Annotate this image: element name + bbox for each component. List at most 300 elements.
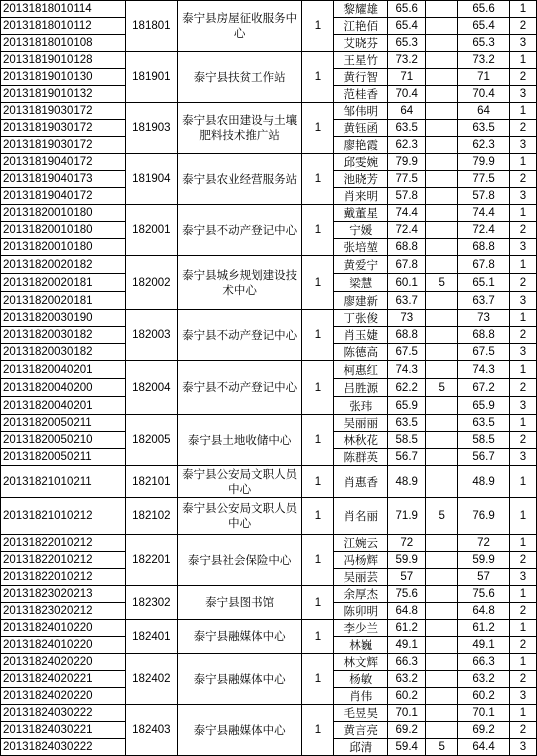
exam-id-cell: 20131824020221 — [1, 671, 126, 688]
candidate-name-cell: 廖艳霞 — [334, 137, 388, 154]
total-score-cell: 64.8 — [458, 603, 510, 620]
rank-cell: 3 — [510, 188, 537, 205]
candidate-name-cell: 戴董星 — [334, 205, 388, 222]
candidate-name-cell: 张玮 — [334, 397, 388, 415]
rank-cell: 1 — [510, 620, 537, 637]
exam-id-cell: 20131824030221 — [1, 722, 126, 739]
candidate-name-cell: 吕胜源 — [334, 379, 388, 397]
quota-cell: 1 — [302, 256, 334, 310]
rank-cell: 2 — [510, 637, 537, 654]
candidate-name-cell: 肖伟 — [334, 688, 388, 705]
table-row — [1, 498, 537, 535]
score-table-body — [1, 1, 537, 756]
rank-cell: 3 — [510, 137, 537, 154]
bonus-points-cell — [426, 52, 458, 69]
rank-cell: 2 — [510, 552, 537, 569]
exam-id-cell: 20131824010220 — [1, 637, 126, 654]
written-score-cell: 57.8 — [388, 188, 426, 205]
rank-cell: 1 — [510, 535, 537, 552]
written-score-cell: 71 — [388, 69, 426, 86]
total-score-cell: 64 — [458, 103, 510, 120]
written-score-cell: 59.9 — [388, 552, 426, 569]
bonus-points-cell — [426, 705, 458, 722]
quota-cell: 1 — [302, 310, 334, 361]
position-code-cell: 182005 — [125, 415, 177, 466]
rank-cell: 3 — [510, 292, 537, 310]
written-score-cell: 72 — [388, 535, 426, 552]
table-row — [1, 154, 537, 171]
candidate-name-cell: 李少兰 — [334, 620, 388, 637]
exam-id-cell: 20131820030182 — [1, 327, 126, 344]
written-score-cell: 65.4 — [388, 18, 426, 35]
candidate-name-cell: 杨敏 — [334, 671, 388, 688]
quota-cell: 1 — [302, 361, 334, 415]
candidate-name-cell: 吴丽丽 — [334, 415, 388, 432]
quota-cell: 1 — [302, 620, 334, 654]
exam-id-cell: 20131820050211 — [1, 415, 126, 432]
rank-cell: 2 — [510, 327, 537, 344]
bonus-points-cell — [426, 535, 458, 552]
position-code-cell: 181901 — [125, 52, 177, 103]
position-code-cell: 182402 — [125, 654, 177, 705]
written-score-cell: 72.4 — [388, 222, 426, 239]
candidate-name-cell: 江艳佰 — [334, 18, 388, 35]
written-score-cell: 63.5 — [388, 415, 426, 432]
bonus-points-cell — [426, 466, 458, 498]
exam-id-cell: 20131820050210 — [1, 432, 126, 449]
position-code-cell: 182201 — [125, 535, 177, 586]
exam-id-cell: 20131819030172 — [1, 103, 126, 120]
employer-unit-cell: 泰宁县农业经营服务站 — [177, 154, 302, 205]
bonus-points-cell — [426, 637, 458, 654]
exam-id-cell: 20131818010112 — [1, 18, 126, 35]
written-score-cell: 79.9 — [388, 154, 426, 171]
written-score-cell: 49.1 — [388, 637, 426, 654]
rank-cell: 3 — [510, 569, 537, 586]
rank-cell: 1 — [510, 361, 537, 379]
bonus-points-cell — [426, 449, 458, 466]
candidate-name-cell: 范桂香 — [334, 86, 388, 103]
bonus-points-cell: 5 — [426, 274, 458, 292]
total-score-cell: 61.2 — [458, 620, 510, 637]
position-code-cell: 182003 — [125, 310, 177, 361]
candidate-name-cell: 陈群英 — [334, 449, 388, 466]
total-score-cell: 71 — [458, 69, 510, 86]
written-score-cell: 66.3 — [388, 654, 426, 671]
employer-unit-cell: 泰宁县融媒体中心 — [177, 705, 302, 756]
employer-unit-cell: 泰宁县扶贫工作站 — [177, 52, 302, 103]
exam-id-cell: 20131824020220 — [1, 654, 126, 671]
candidate-name-cell: 宁媛 — [334, 222, 388, 239]
candidate-name-cell: 陈德高 — [334, 344, 388, 361]
employer-unit-cell: 泰宁县融媒体中心 — [177, 654, 302, 705]
bonus-points-cell — [426, 18, 458, 35]
total-score-cell: 76.9 — [458, 498, 510, 535]
written-score-cell: 70.1 — [388, 705, 426, 722]
candidate-name-cell: 林巍 — [334, 637, 388, 654]
table-row — [1, 205, 537, 222]
written-score-cell: 75.6 — [388, 586, 426, 603]
written-score-cell: 64.8 — [388, 603, 426, 620]
exam-id-cell: 20131821010212 — [1, 498, 126, 535]
candidate-name-cell: 黄爱宁 — [334, 256, 388, 274]
candidate-name-cell: 邹伟明 — [334, 103, 388, 120]
employer-unit-cell: 泰宁县农田建设与土壤肥料技术推广站 — [177, 103, 302, 154]
written-score-cell: 57 — [388, 569, 426, 586]
total-score-cell: 77.5 — [458, 171, 510, 188]
quota-cell: 1 — [302, 466, 334, 498]
bonus-points-cell — [426, 239, 458, 256]
employer-unit-cell: 泰宁县图书馆 — [177, 586, 302, 620]
written-score-cell: 74.4 — [388, 205, 426, 222]
written-score-cell: 77.5 — [388, 171, 426, 188]
exam-id-cell: 20131819010128 — [1, 52, 126, 69]
position-code-cell: 182002 — [125, 256, 177, 310]
position-code-cell: 181904 — [125, 154, 177, 205]
bonus-points-cell — [426, 256, 458, 274]
candidate-name-cell: 黄行智 — [334, 69, 388, 86]
candidate-name-cell: 黎耀雄 — [334, 1, 388, 18]
exam-id-cell: 20131819030172 — [1, 120, 126, 137]
bonus-points-cell: 5 — [426, 739, 458, 756]
rank-cell: 2 — [510, 171, 537, 188]
exam-id-cell: 20131820020181 — [1, 274, 126, 292]
rank-cell: 2 — [510, 671, 537, 688]
position-code-cell: 181903 — [125, 103, 177, 154]
written-score-cell: 69.2 — [388, 722, 426, 739]
position-code-cell: 182403 — [125, 705, 177, 756]
candidate-name-cell: 梁慧 — [334, 274, 388, 292]
quota-cell: 1 — [302, 586, 334, 620]
position-code-cell: 182302 — [125, 586, 177, 620]
table-row — [1, 103, 537, 120]
total-score-cell: 75.6 — [458, 586, 510, 603]
bonus-points-cell — [426, 222, 458, 239]
exam-id-cell: 20131818010114 — [1, 1, 126, 18]
total-score-cell: 73 — [458, 310, 510, 327]
candidate-name-cell: 余厚杰 — [334, 586, 388, 603]
rank-cell: 3 — [510, 688, 537, 705]
total-score-cell: 49.1 — [458, 637, 510, 654]
candidate-name-cell: 池晓芳 — [334, 171, 388, 188]
rank-cell: 1 — [510, 205, 537, 222]
rank-cell: 3 — [510, 739, 537, 756]
bonus-points-cell — [426, 432, 458, 449]
exam-id-cell: 20131820030190 — [1, 310, 126, 327]
bonus-points-cell — [426, 35, 458, 52]
written-score-cell: 58.5 — [388, 432, 426, 449]
exam-id-cell: 20131820030182 — [1, 344, 126, 361]
bonus-points-cell — [426, 137, 458, 154]
bonus-points-cell — [426, 327, 458, 344]
exam-id-cell: 20131820040201 — [1, 397, 126, 415]
total-score-cell: 70.4 — [458, 86, 510, 103]
table-row — [1, 620, 537, 637]
total-score-cell: 68.8 — [458, 239, 510, 256]
total-score-cell: 68.8 — [458, 327, 510, 344]
bonus-points-cell — [426, 1, 458, 18]
candidate-name-cell: 毛昱昊 — [334, 705, 388, 722]
total-score-cell: 65.6 — [458, 1, 510, 18]
exam-id-cell: 20131820010180 — [1, 239, 126, 256]
table-row — [1, 256, 537, 274]
table-row — [1, 1, 537, 18]
exam-id-cell: 20131819040172 — [1, 154, 126, 171]
candidate-name-cell: 黄钰函 — [334, 120, 388, 137]
bonus-points-cell — [426, 344, 458, 361]
exam-id-cell: 20131820010180 — [1, 222, 126, 239]
written-score-cell: 64 — [388, 103, 426, 120]
bonus-points-cell — [426, 620, 458, 637]
rank-cell: 2 — [510, 69, 537, 86]
exam-id-cell: 20131824030222 — [1, 705, 126, 722]
table-row — [1, 535, 537, 552]
rank-cell: 3 — [510, 344, 537, 361]
rank-cell: 2 — [510, 274, 537, 292]
total-score-cell: 67.5 — [458, 344, 510, 361]
total-score-cell: 59.9 — [458, 552, 510, 569]
employer-unit-cell: 泰宁县土地收储中心 — [177, 415, 302, 466]
written-score-cell: 61.2 — [388, 620, 426, 637]
rank-cell: 2 — [510, 722, 537, 739]
total-score-cell: 56.7 — [458, 449, 510, 466]
written-score-cell: 65.3 — [388, 35, 426, 52]
total-score-cell: 70.1 — [458, 705, 510, 722]
exam-id-cell: 20131823020212 — [1, 603, 126, 620]
total-score-cell: 66.3 — [458, 654, 510, 671]
candidate-name-cell: 丁张俊 — [334, 310, 388, 327]
candidate-name-cell: 邱清 — [334, 739, 388, 756]
employer-unit-cell: 泰宁县不动产登记中心 — [177, 361, 302, 415]
bonus-points-cell — [426, 415, 458, 432]
candidate-name-cell: 邱雯婉 — [334, 154, 388, 171]
rank-cell: 2 — [510, 120, 537, 137]
rank-cell: 3 — [510, 449, 537, 466]
rank-cell: 1 — [510, 498, 537, 535]
written-score-cell: 63.2 — [388, 671, 426, 688]
candidate-name-cell: 黄言亮 — [334, 722, 388, 739]
exam-id-cell: 20131820010180 — [1, 205, 126, 222]
exam-id-cell: 20131821010211 — [1, 466, 126, 498]
rank-cell: 1 — [510, 103, 537, 120]
candidate-name-cell: 林秋花 — [334, 432, 388, 449]
exam-id-cell: 20131822010212 — [1, 569, 126, 586]
bonus-points-cell — [426, 154, 458, 171]
written-score-cell: 73 — [388, 310, 426, 327]
exam-id-cell: 20131819040173 — [1, 171, 126, 188]
total-score-cell: 65.3 — [458, 35, 510, 52]
written-score-cell: 67.5 — [388, 344, 426, 361]
position-code-cell: 182401 — [125, 620, 177, 654]
employer-unit-cell: 泰宁县公安局文职人员中心 — [177, 466, 302, 498]
bonus-points-cell — [426, 397, 458, 415]
exam-id-cell: 20131820040201 — [1, 361, 126, 379]
quota-cell: 1 — [302, 535, 334, 586]
written-score-cell: 68.8 — [388, 239, 426, 256]
written-score-cell: 71.9 — [388, 498, 426, 535]
exam-id-cell: 20131824020220 — [1, 688, 126, 705]
bonus-points-cell — [426, 586, 458, 603]
table-row — [1, 310, 537, 327]
quota-cell: 1 — [302, 705, 334, 756]
rank-cell: 3 — [510, 86, 537, 103]
candidate-name-cell: 王星竹 — [334, 52, 388, 69]
bonus-points-cell — [426, 603, 458, 620]
rank-cell: 1 — [510, 415, 537, 432]
bonus-points-cell — [426, 722, 458, 739]
total-score-cell: 62.3 — [458, 137, 510, 154]
candidate-name-cell: 肖玉婕 — [334, 327, 388, 344]
written-score-cell: 62.3 — [388, 137, 426, 154]
employer-unit-cell: 泰宁县不动产登记中心 — [177, 205, 302, 256]
written-score-cell: 67.8 — [388, 256, 426, 274]
total-score-cell: 72.4 — [458, 222, 510, 239]
rank-cell: 2 — [510, 432, 537, 449]
exam-id-cell: 20131823020213 — [1, 586, 126, 603]
total-score-cell: 74.3 — [458, 361, 510, 379]
total-score-cell: 57 — [458, 569, 510, 586]
quota-cell: 1 — [302, 52, 334, 103]
bonus-points-cell — [426, 292, 458, 310]
candidate-name-cell: 肖惠香 — [334, 466, 388, 498]
exam-id-cell: 20131822010212 — [1, 552, 126, 569]
quota-cell: 1 — [302, 103, 334, 154]
written-score-cell: 59.4 — [388, 739, 426, 756]
rank-cell: 2 — [510, 379, 537, 397]
employer-unit-cell: 泰宁县融媒体中心 — [177, 620, 302, 654]
written-score-cell: 74.3 — [388, 361, 426, 379]
exam-id-cell: 20131819040172 — [1, 188, 126, 205]
employer-unit-cell: 泰宁县房屋征收服务中心 — [177, 1, 302, 52]
written-score-cell: 65.9 — [388, 397, 426, 415]
rank-cell: 1 — [510, 466, 537, 498]
total-score-cell: 48.9 — [458, 466, 510, 498]
total-score-cell: 63.7 — [458, 292, 510, 310]
total-score-cell: 57.8 — [458, 188, 510, 205]
rank-cell: 1 — [510, 654, 537, 671]
rank-cell: 1 — [510, 1, 537, 18]
bonus-points-cell — [426, 188, 458, 205]
rank-cell: 3 — [510, 397, 537, 415]
candidate-name-cell: 冯杨辉 — [334, 552, 388, 569]
quota-cell: 1 — [302, 1, 334, 52]
rank-cell: 1 — [510, 154, 537, 171]
rank-cell: 2 — [510, 603, 537, 620]
bonus-points-cell — [426, 654, 458, 671]
table-row — [1, 361, 537, 379]
written-score-cell: 48.9 — [388, 466, 426, 498]
bonus-points-cell — [426, 171, 458, 188]
rank-cell: 1 — [510, 705, 537, 722]
written-score-cell: 73.2 — [388, 52, 426, 69]
bonus-points-cell — [426, 120, 458, 137]
written-score-cell: 60.2 — [388, 688, 426, 705]
employer-unit-cell: 泰宁县公安局文职人员中心 — [177, 498, 302, 535]
total-score-cell: 63.2 — [458, 671, 510, 688]
rank-cell: 1 — [510, 256, 537, 274]
rank-cell: 3 — [510, 35, 537, 52]
rank-cell: 1 — [510, 52, 537, 69]
bonus-points-cell — [426, 310, 458, 327]
table-row — [1, 654, 537, 671]
total-score-cell: 64.4 — [458, 739, 510, 756]
exam-id-cell: 20131822010212 — [1, 535, 126, 552]
bonus-points-cell — [426, 671, 458, 688]
written-score-cell: 63.5 — [388, 120, 426, 137]
rank-cell: 2 — [510, 222, 537, 239]
exam-id-cell: 20131824030222 — [1, 739, 126, 756]
candidate-name-cell: 林文辉 — [334, 654, 388, 671]
quota-cell: 1 — [302, 415, 334, 466]
position-code-cell: 182102 — [125, 498, 177, 535]
total-score-cell: 65.1 — [458, 274, 510, 292]
employer-unit-cell: 泰宁县社会保险中心 — [177, 535, 302, 586]
position-code-cell: 182004 — [125, 361, 177, 415]
written-score-cell: 68.8 — [388, 327, 426, 344]
employer-unit-cell: 泰宁县不动产登记中心 — [177, 310, 302, 361]
total-score-cell: 67.8 — [458, 256, 510, 274]
total-score-cell: 63.5 — [458, 120, 510, 137]
candidate-name-cell: 廖建新 — [334, 292, 388, 310]
written-score-cell: 70.4 — [388, 86, 426, 103]
total-score-cell: 60.2 — [458, 688, 510, 705]
written-score-cell: 60.1 — [388, 274, 426, 292]
table-row — [1, 466, 537, 498]
exam-id-cell: 20131820020181 — [1, 292, 126, 310]
bonus-points-cell: 5 — [426, 379, 458, 397]
exam-id-cell: 20131824010220 — [1, 620, 126, 637]
total-score-cell: 73.2 — [458, 52, 510, 69]
written-score-cell: 56.7 — [388, 449, 426, 466]
bonus-points-cell — [426, 361, 458, 379]
table-row — [1, 415, 537, 432]
total-score-cell: 79.9 — [458, 154, 510, 171]
total-score-cell: 74.4 — [458, 205, 510, 222]
rank-cell: 1 — [510, 586, 537, 603]
table-row — [1, 705, 537, 722]
rank-cell: 1 — [510, 310, 537, 327]
rank-cell: 2 — [510, 18, 537, 35]
total-score-cell: 69.2 — [458, 722, 510, 739]
exam-id-cell: 20131818010108 — [1, 35, 126, 52]
quota-cell: 1 — [302, 654, 334, 705]
total-score-cell: 72 — [458, 535, 510, 552]
bonus-points-cell — [426, 69, 458, 86]
candidate-name-cell: 柯惠红 — [334, 361, 388, 379]
candidate-name-cell: 陈卯明 — [334, 603, 388, 620]
bonus-points-cell — [426, 205, 458, 222]
total-score-cell: 67.2 — [458, 379, 510, 397]
bonus-points-cell — [426, 552, 458, 569]
employer-unit-cell: 泰宁县城乡规划建设技术中心 — [177, 256, 302, 310]
total-score-cell: 65.9 — [458, 397, 510, 415]
candidate-name-cell: 肖来明 — [334, 188, 388, 205]
total-score-cell: 58.5 — [458, 432, 510, 449]
table-row — [1, 52, 537, 69]
table-row — [1, 586, 537, 603]
written-score-cell: 62.2 — [388, 379, 426, 397]
candidate-name-cell: 张培堃 — [334, 239, 388, 256]
rank-cell: 3 — [510, 239, 537, 256]
exam-id-cell: 20131819030172 — [1, 137, 126, 154]
bonus-points-cell — [426, 103, 458, 120]
quota-cell: 1 — [302, 154, 334, 205]
candidate-name-cell: 吴丽芸 — [334, 569, 388, 586]
candidate-name-cell: 肖名丽 — [334, 498, 388, 535]
exam-id-cell: 20131820020182 — [1, 256, 126, 274]
bonus-points-cell: 5 — [426, 498, 458, 535]
quota-cell: 1 — [302, 205, 334, 256]
